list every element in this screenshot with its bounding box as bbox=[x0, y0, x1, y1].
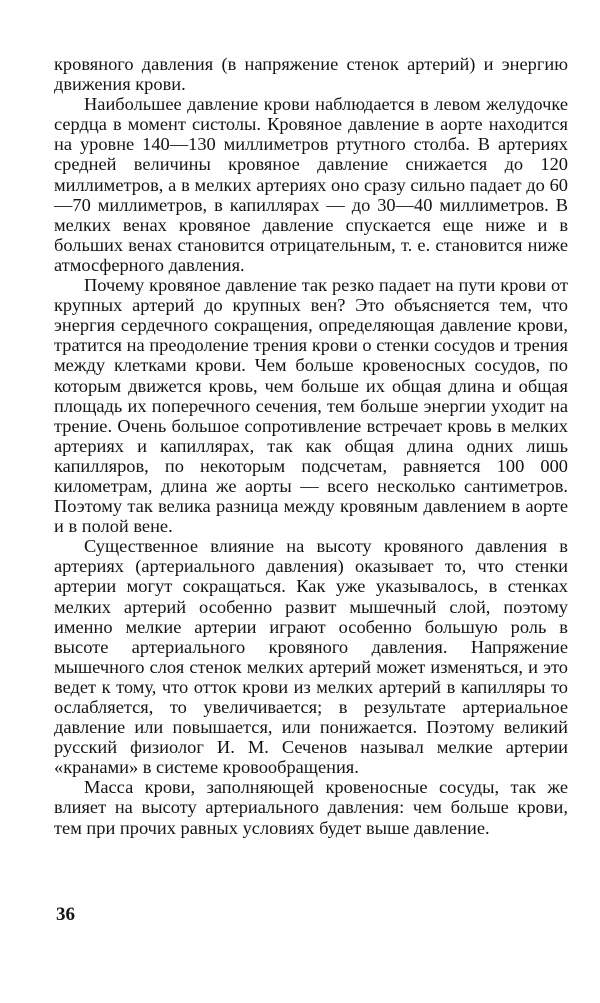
paragraph-4: Существенное влияние на высоту кровяного давления в артериях (артериального давления) оказывает то, что стенки артерии могут сокращаться. Как уже указывалось, в стенках мелких артерий особенно развит мышечный слой, поэтому именно мелкие артерии играют особенно большую роль в высоте артериального кровяного давления. Напряжение мышечного слоя стенок мелких артерий может изменяться, и это ведет к тому, что отток крови из мелких артерий в капилляры то ослабляется, то увеличивается; в результате артериальное давление или повышается, или понижается. Поэтому великий русский физиолог И. М. Сеченов называл мелкие артерии «кранами» в системе кровообращения. bbox=[54, 536, 568, 778]
paragraph-2: Наибольшее давление крови наблюдается в левом желудочке сердца в момент систолы. Кровяное давление в аорте находится на уровне 140—130 миллиметров ртутного столба. В артериях средней величины кровяное давление снижается до 120 миллиметров, а в мелких артериях оно сразу сильно падает до 60—70 миллиметров, в капиллярах — до 30—40 миллиметров. В мелких венах кровяное давление спускается еще ниже и в больших венах становится отрицательным, т. е. становится ниже атмосферного давления. bbox=[54, 94, 568, 275]
paragraph-3: Почему кровяное давление так резко падает на пути крови от крупных артерий до крупных вен? Это объясняется тем, что энергия сердечного сокращения, определяющая давление крови, тратится на преодоление трения крови о стенки сосудов и трения между клетками крови. Чем больше кровеносных сосудов, по которым движется кровь, чем больше их общая длина и общая площадь их поперечного сечения, тем больше энергии уходит на трение. Очень большое сопротивление встречает кровь в мелких артериях и капиллярах, так как общая длина одних лишь капилляров, по некоторым подсчетам, равняется 100 000 километрам, длина же аорты — всего несколько сантиметров. Поэтому так велика разница между кровяным давлением в аорте и в полой вене. bbox=[54, 275, 568, 537]
page-body bbox=[54, 54, 568, 838]
paragraph-1: кровяного давления (в напряжение стенок артерий) и энергию движения крови. bbox=[54, 54, 568, 95]
page-number: 36 bbox=[56, 904, 75, 925]
paragraph-5: Масса крови, заполняющей кровеносные сосуды, так же влияет на высоту артериального давления: чем больше крови, тем при прочих равных условиях будет выше давление. bbox=[54, 777, 568, 838]
